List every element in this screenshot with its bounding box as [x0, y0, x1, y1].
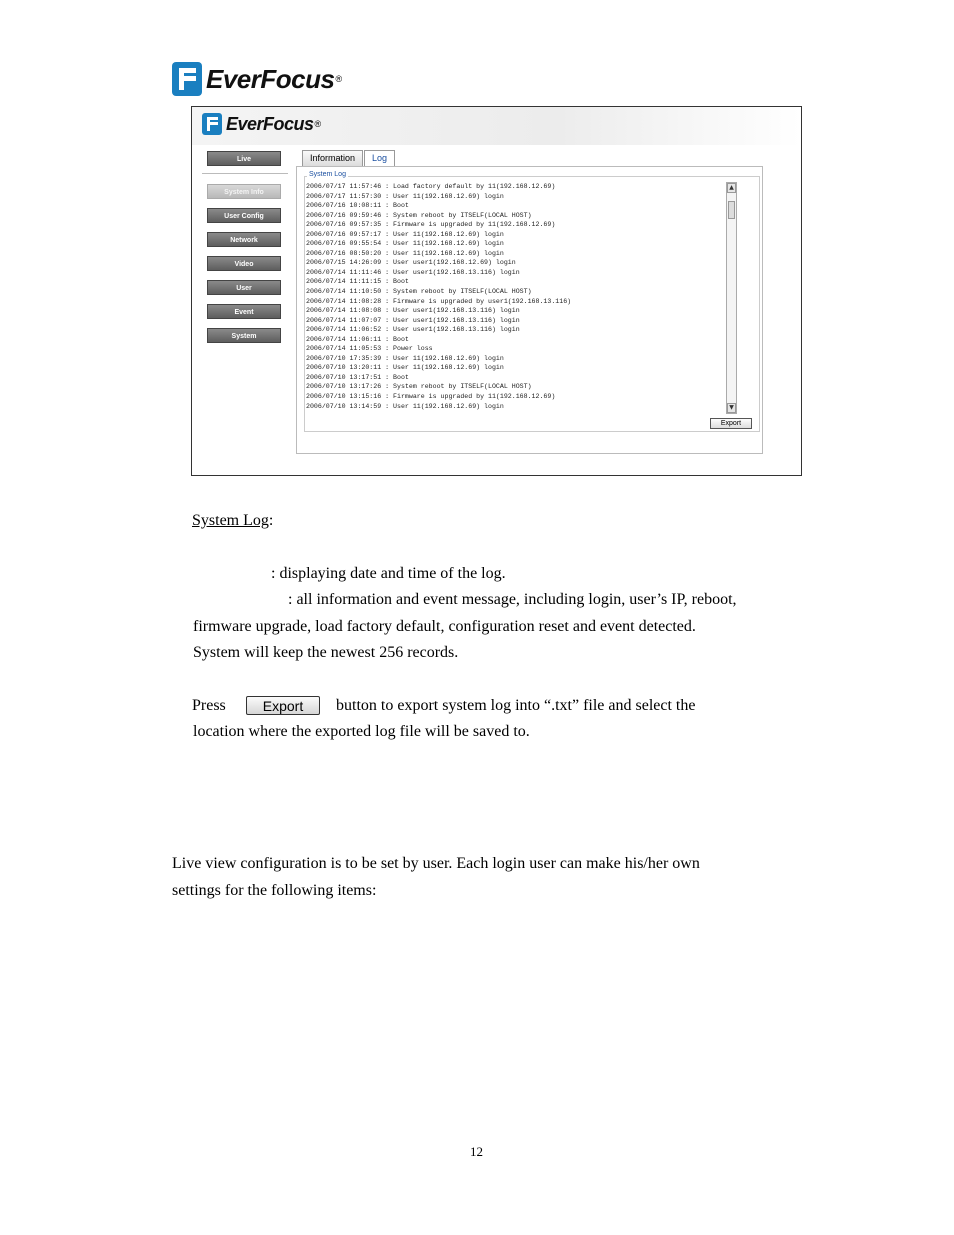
scroll-up-icon[interactable]: ▲ — [727, 183, 736, 193]
inline-export-button-wrap — [246, 696, 320, 715]
log-entry: 2006/07/14 11:08:08 : User user1(192.168.13.116) login — [306, 307, 520, 315]
ui-header — [192, 107, 801, 145]
section-heading-colon: : — [268, 512, 274, 529]
press-word: Press — [192, 697, 226, 714]
nav-network-button[interactable]: Network — [207, 232, 281, 247]
log-entry: 2006/07/10 17:35:39 : User 11(192.168.12.69) login — [306, 354, 504, 362]
log-entry: 2006/07/16 09:59:46 : System reboot by ITSELF(LOCAL HOST) — [306, 211, 532, 219]
ui-brand-reg: ® — [314, 119, 322, 129]
everfocus-logo — [172, 62, 342, 96]
log-entry: 2006/07/16 09:55:54 : User 11(192.168.12.69) login — [306, 240, 504, 248]
ui-logo — [202, 113, 321, 135]
log-list — [306, 182, 728, 416]
log-entry: 2006/07/14 11:08:28 : Firmware is upgraded by user1(192.168.13.116) — [306, 297, 572, 305]
nav-system-info-button[interactable]: System Info — [207, 184, 281, 199]
desc-line-4: System will keep the newest 256 records. — [193, 644, 459, 661]
ui-logo-icon — [202, 113, 222, 135]
system-log-panel — [296, 166, 763, 454]
log-entry: 2006/07/17 11:57:30 : User 11(192.168.12.69) login — [306, 192, 504, 200]
ui-brand-name: EverFocus — [226, 113, 314, 134]
log-entry: 2006/07/14 11:05:53 : Power loss — [306, 345, 433, 353]
desc-line-2: : all information and event message, including login, user’s IP, reboot, — [288, 591, 737, 608]
web-ui-screenshot — [191, 106, 802, 476]
log-entry: 2006/07/10 13:20:11 : User 11(192.168.12.69) login — [306, 364, 504, 372]
nav-video-button[interactable]: Video — [207, 256, 281, 271]
nav-system-button[interactable]: System — [207, 328, 281, 343]
brand-reg-mark: ® — [335, 74, 343, 84]
everfocus-logo-icon — [172, 62, 202, 96]
log-entry: 2006/07/16 10:08:11 : Boot — [306, 202, 409, 210]
log-entry: 2006/07/10 13:14:59 : User 11(192.168.12.69) login — [306, 402, 504, 410]
log-entry: 2006/07/14 11:11:46 : User user1(192.168.13.116) login — [306, 268, 520, 276]
log-entry: 2006/07/14 11:07:07 : User user1(192.168.13.116) login — [306, 316, 520, 324]
nav-event-button[interactable]: Event — [207, 304, 281, 319]
log-entry: 2006/07/16 09:57:17 : User 11(192.168.12.69) login — [306, 230, 504, 238]
press-line-2: location where the exported log file will be saved to. — [193, 723, 530, 740]
section-heading-text: System Log — [192, 512, 269, 529]
tab-bar — [302, 150, 396, 166]
live-paragraph-line-1: Live view configuration is to be set by user. Each login user can make his/her own — [172, 855, 700, 872]
log-entry: 2006/07/14 11:06:52 : User user1(192.168.13.116) login — [306, 326, 520, 334]
live-paragraph-line-2: settings for the following items: — [172, 882, 377, 899]
log-entry: 2006/07/10 13:17:51 : Boot — [306, 373, 409, 381]
scroll-thumb[interactable] — [728, 201, 735, 219]
log-entry: 2006/07/10 13:15:16 : Firmware is upgraded by 11(192.168.12.69) — [306, 393, 556, 401]
log-entry: 2006/07/14 11:11:15 : Boot — [306, 278, 409, 286]
nav-user-config-button[interactable]: User Config — [207, 208, 281, 223]
log-entry: 2006/07/14 11:06:11 : Boot — [306, 335, 409, 343]
log-entry: 2006/07/17 11:57:46 : Load factory default by 11(192.168.12.69) — [306, 183, 556, 190]
section-heading — [192, 508, 273, 534]
log-entry: 2006/07/10 13:17:26 : System reboot by ITSELF(LOCAL HOST) — [306, 383, 532, 391]
nav-divider — [202, 173, 288, 174]
system-log-title: System Log — [309, 171, 346, 178]
desc-line-3: firmware upgrade, load factory default, configuration reset and event detected. — [193, 618, 696, 635]
inline-export-button: Export — [246, 696, 320, 715]
tab-log[interactable]: Log — [364, 150, 395, 167]
nav-live-button[interactable]: Live — [207, 151, 281, 166]
log-scrollbar[interactable] — [726, 182, 737, 414]
scroll-down-icon[interactable]: ▼ — [727, 403, 736, 413]
page-number: 12 — [470, 1144, 483, 1159]
press-rest: button to export system log into “.txt” file and select the — [336, 697, 696, 714]
log-entry: 2006/07/15 14:26:09 : User user1(192.168.12.69) login — [306, 259, 516, 267]
brand-name: EverFocus — [206, 63, 335, 94]
log-entry: 2006/07/14 11:10:50 : System reboot by ITSELF(LOCAL HOST) — [306, 288, 532, 296]
nav-user-button[interactable]: User — [207, 280, 281, 295]
tab-information[interactable]: Information — [302, 150, 363, 166]
desc-line-1: : displaying date and time of the log. — [271, 565, 506, 582]
log-entry: 2006/07/16 09:57:35 : Firmware is upgraded by 11(192.168.12.69) — [306, 221, 556, 229]
export-button[interactable]: Export — [710, 418, 752, 429]
log-entry: 2006/07/16 08:50:20 : User 11(192.168.12.69) login — [306, 249, 504, 257]
